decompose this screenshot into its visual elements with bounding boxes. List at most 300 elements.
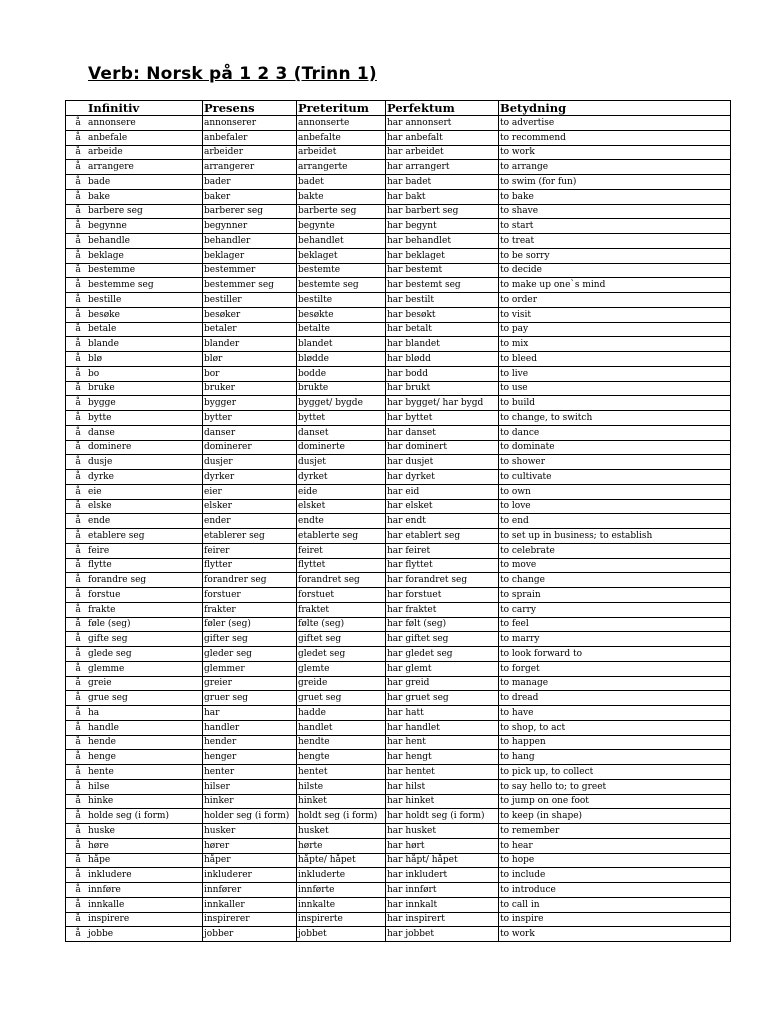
- cell-infinitiv: [66, 617, 203, 632]
- cell-presens: innkaller: [203, 897, 297, 912]
- infinitive-text: greie: [88, 678, 112, 689]
- infinitive-text: glemme: [88, 663, 125, 674]
- cell-preteritum: dusjet: [297, 455, 386, 470]
- cell-preteritum: brukte: [297, 381, 386, 396]
- cell-betydning: to sprain: [499, 588, 731, 603]
- cell-perfektum: har innført: [386, 883, 499, 898]
- infinitive-text: anbefale: [88, 132, 128, 143]
- cell-perfektum: har hørt: [386, 838, 499, 853]
- infinitive-marker: å: [75, 427, 81, 438]
- infinitive-text: arbeide: [88, 147, 123, 158]
- infinitive-marker: å: [75, 353, 81, 364]
- cell-infinitiv: [66, 396, 203, 411]
- infinitive-marker: å: [75, 545, 81, 556]
- cell-preteritum: holdt seg (i form): [297, 809, 386, 824]
- cell-betydning: to introduce: [499, 883, 731, 898]
- cell-infinitiv: [66, 160, 203, 175]
- cell-perfektum: har besøkt: [386, 307, 499, 322]
- infinitive-marker: å: [75, 221, 81, 232]
- table-row: [66, 234, 731, 249]
- infinitive-text: holde seg (i form): [88, 811, 169, 822]
- cell-betydning: to live: [499, 366, 731, 381]
- cell-infinitiv: [66, 824, 203, 839]
- table-row: [66, 130, 731, 145]
- table-row: [66, 927, 731, 942]
- cell-preteritum: feiret: [297, 543, 386, 558]
- cell-infinitiv: [66, 219, 203, 234]
- cell-preteritum: hengte: [297, 750, 386, 765]
- cell-preteritum: bestemte seg: [297, 278, 386, 293]
- cell-perfektum: har byttet: [386, 411, 499, 426]
- infinitive-text: behandle: [88, 235, 131, 246]
- cell-preteritum: husket: [297, 824, 386, 839]
- table-row: [66, 824, 731, 839]
- cell-presens: hører: [203, 838, 297, 853]
- cell-infinitiv: [66, 838, 203, 853]
- cell-perfektum: har bestemt seg: [386, 278, 499, 293]
- cell-presens: behandler: [203, 234, 297, 249]
- cell-presens: arbeider: [203, 145, 297, 160]
- table-row: [66, 278, 731, 293]
- cell-preteritum: inkluderte: [297, 868, 386, 883]
- cell-infinitiv: [66, 558, 203, 573]
- cell-perfektum: har etablert seg: [386, 529, 499, 544]
- cell-perfektum: har greid: [386, 676, 499, 691]
- infinitive-text: inspirere: [88, 914, 130, 925]
- infinitive-marker: å: [75, 752, 81, 763]
- header-infinitiv: Infinitiv: [66, 101, 203, 116]
- table-row: [66, 337, 731, 352]
- table-row: [66, 160, 731, 175]
- infinitive-marker: å: [75, 884, 81, 895]
- cell-perfektum: har feiret: [386, 543, 499, 558]
- cell-infinitiv: [66, 145, 203, 160]
- table-row: [66, 883, 731, 898]
- cell-perfektum: har behandlet: [386, 234, 499, 249]
- cell-betydning: to forget: [499, 661, 731, 676]
- cell-preteritum: følte (seg): [297, 617, 386, 632]
- cell-presens: har: [203, 706, 297, 721]
- cell-infinitiv: [66, 204, 203, 219]
- infinitive-text: hinke: [88, 796, 114, 807]
- cell-betydning: to dance: [499, 425, 731, 440]
- cell-infinitiv: [66, 278, 203, 293]
- infinitive-text: flytte: [88, 560, 112, 571]
- cell-perfektum: har innkalt: [386, 897, 499, 912]
- infinitive-marker: å: [75, 929, 81, 940]
- infinitive-marker: å: [75, 914, 81, 925]
- cell-presens: blør: [203, 352, 297, 367]
- cell-infinitiv: [66, 175, 203, 190]
- cell-perfektum: har betalt: [386, 322, 499, 337]
- cell-presens: husker: [203, 824, 297, 839]
- cell-infinitiv: [66, 735, 203, 750]
- cell-perfektum: har danset: [386, 425, 499, 440]
- cell-betydning: to change: [499, 573, 731, 588]
- cell-perfektum: har eid: [386, 484, 499, 499]
- infinitive-marker: å: [75, 250, 81, 261]
- cell-presens: etablerer seg: [203, 529, 297, 544]
- infinitive-marker: å: [75, 663, 81, 674]
- cell-preteritum: hendte: [297, 735, 386, 750]
- cell-presens: inkluderer: [203, 868, 297, 883]
- cell-presens: henter: [203, 765, 297, 780]
- table-row: [66, 632, 731, 647]
- cell-betydning: to shave: [499, 204, 731, 219]
- cell-infinitiv: [66, 470, 203, 485]
- cell-perfektum: har brukt: [386, 381, 499, 396]
- cell-perfektum: har hengt: [386, 750, 499, 765]
- infinitive-text: inkludere: [88, 870, 132, 881]
- cell-presens: greier: [203, 676, 297, 691]
- cell-betydning: to hear: [499, 838, 731, 853]
- infinitive-text: hilse: [88, 781, 110, 792]
- cell-perfektum: har hatt: [386, 706, 499, 721]
- cell-presens: bytter: [203, 411, 297, 426]
- infinitive-marker: å: [75, 516, 81, 527]
- cell-infinitiv: [66, 337, 203, 352]
- cell-presens: hinker: [203, 794, 297, 809]
- cell-presens: inspirerer: [203, 912, 297, 927]
- cell-presens: hender: [203, 735, 297, 750]
- cell-perfektum: har bodd: [386, 366, 499, 381]
- cell-preteritum: badet: [297, 175, 386, 190]
- cell-perfektum: har hent: [386, 735, 499, 750]
- cell-preteritum: hentet: [297, 765, 386, 780]
- cell-infinitiv: [66, 720, 203, 735]
- cell-betydning: to hope: [499, 853, 731, 868]
- cell-preteritum: giftet seg: [297, 632, 386, 647]
- table-body: [66, 116, 731, 942]
- cell-betydning: to recommend: [499, 130, 731, 145]
- cell-preteritum: begynte: [297, 219, 386, 234]
- cell-presens: bygger: [203, 396, 297, 411]
- cell-infinitiv: [66, 381, 203, 396]
- table-row: [66, 779, 731, 794]
- table-row: [66, 366, 731, 381]
- cell-presens: handler: [203, 720, 297, 735]
- cell-infinitiv: [66, 632, 203, 647]
- cell-preteritum: jobbet: [297, 927, 386, 942]
- cell-perfektum: har jobbet: [386, 927, 499, 942]
- header-betydning: Betydning: [499, 101, 731, 116]
- infinitive-marker: å: [75, 147, 81, 158]
- infinitive-marker: å: [75, 176, 81, 187]
- table-row: [66, 838, 731, 853]
- infinitive-text: gifte seg: [88, 634, 128, 645]
- cell-infinitiv: [66, 234, 203, 249]
- infinitive-text: føle (seg): [88, 619, 131, 630]
- cell-preteritum: bakte: [297, 189, 386, 204]
- cell-infinitiv: [66, 411, 203, 426]
- infinitive-marker: å: [75, 280, 81, 291]
- cell-infinitiv: [66, 809, 203, 824]
- cell-perfektum: har dominert: [386, 440, 499, 455]
- cell-infinitiv: [66, 543, 203, 558]
- cell-betydning: to dread: [499, 691, 731, 706]
- cell-presens: henger: [203, 750, 297, 765]
- cell-presens: eier: [203, 484, 297, 499]
- infinitive-text: dominere: [88, 442, 132, 453]
- cell-betydning: to be sorry: [499, 248, 731, 263]
- cell-preteritum: endte: [297, 514, 386, 529]
- cell-perfektum: har blødd: [386, 352, 499, 367]
- infinitive-marker: å: [75, 206, 81, 217]
- cell-preteritum: bygget/ bygde: [297, 396, 386, 411]
- page-title: Verb: Norsk på 1 2 3 (Trinn 1): [88, 64, 377, 84]
- infinitive-text: forandre seg: [88, 575, 147, 586]
- cell-preteritum: blødde: [297, 352, 386, 367]
- cell-preteritum: danset: [297, 425, 386, 440]
- header-perfektum: Perfektum: [386, 101, 499, 116]
- cell-betydning: to work: [499, 927, 731, 942]
- cell-betydning: to visit: [499, 307, 731, 322]
- infinitive-marker: å: [75, 722, 81, 733]
- cell-infinitiv: [66, 425, 203, 440]
- cell-betydning: to say hello to; to greet: [499, 779, 731, 794]
- cell-betydning: to jump on one foot: [499, 794, 731, 809]
- cell-preteritum: glemte: [297, 661, 386, 676]
- table-row: [66, 145, 731, 160]
- infinitive-text: begynne: [88, 221, 127, 232]
- cell-betydning: to look forward to: [499, 647, 731, 662]
- infinitive-marker: å: [75, 796, 81, 807]
- table-row: [66, 293, 731, 308]
- infinitive-marker: å: [75, 501, 81, 512]
- infinitive-text: annonsere: [88, 117, 136, 128]
- cell-infinitiv: [66, 263, 203, 278]
- cell-betydning: to include: [499, 868, 731, 883]
- cell-preteritum: hørte: [297, 838, 386, 853]
- cell-betydning: to use: [499, 381, 731, 396]
- cell-perfektum: har dusjet: [386, 455, 499, 470]
- cell-betydning: to make up one`s mind: [499, 278, 731, 293]
- infinitive-text: blø: [88, 353, 103, 364]
- cell-perfektum: har flyttet: [386, 558, 499, 573]
- cell-perfektum: har forstuet: [386, 588, 499, 603]
- cell-perfektum: har arrangert: [386, 160, 499, 175]
- cell-presens: bestiller: [203, 293, 297, 308]
- cell-presens: dyrker: [203, 470, 297, 485]
- cell-preteritum: annonserte: [297, 116, 386, 131]
- cell-preteritum: gledet seg: [297, 647, 386, 662]
- cell-perfektum: har handlet: [386, 720, 499, 735]
- table-row: [66, 750, 731, 765]
- cell-betydning: to work: [499, 145, 731, 160]
- table-row: [66, 189, 731, 204]
- cell-betydning: to marry: [499, 632, 731, 647]
- cell-presens: forstuer: [203, 588, 297, 603]
- cell-infinitiv: [66, 484, 203, 499]
- cell-perfektum: har husket: [386, 824, 499, 839]
- infinitive-marker: å: [75, 840, 81, 851]
- cell-presens: feirer: [203, 543, 297, 558]
- table-row: [66, 248, 731, 263]
- cell-infinitiv: [66, 853, 203, 868]
- infinitive-text: jobbe: [88, 929, 114, 940]
- cell-perfektum: har barbert seg: [386, 204, 499, 219]
- cell-preteritum: eide: [297, 484, 386, 499]
- cell-preteritum: hinket: [297, 794, 386, 809]
- cell-infinitiv: [66, 868, 203, 883]
- infinitive-marker: å: [75, 471, 81, 482]
- cell-preteritum: besøkte: [297, 307, 386, 322]
- cell-infinitiv: [66, 248, 203, 263]
- cell-perfektum: har anbefalt: [386, 130, 499, 145]
- cell-perfektum: har hentet: [386, 765, 499, 780]
- cell-presens: bor: [203, 366, 297, 381]
- cell-betydning: to remember: [499, 824, 731, 839]
- cell-perfektum: har bygget/ har bygd: [386, 396, 499, 411]
- table-row: [66, 484, 731, 499]
- cell-betydning: to call in: [499, 897, 731, 912]
- infinitive-marker: å: [75, 486, 81, 497]
- table-row: [66, 455, 731, 470]
- cell-perfektum: har fraktet: [386, 602, 499, 617]
- cell-infinitiv: [66, 499, 203, 514]
- table-row: [66, 720, 731, 735]
- infinitive-text: danse: [88, 427, 115, 438]
- infinitive-marker: å: [75, 855, 81, 866]
- cell-infinitiv: [66, 352, 203, 367]
- infinitive-marker: å: [75, 191, 81, 202]
- infinitive-marker: å: [75, 132, 81, 143]
- infinitive-text: etablere seg: [88, 530, 145, 541]
- cell-perfektum: har dyrket: [386, 470, 499, 485]
- cell-infinitiv: [66, 307, 203, 322]
- verb-table: [65, 100, 731, 942]
- table-row: [66, 499, 731, 514]
- table-row: [66, 647, 731, 662]
- cell-presens: dusjer: [203, 455, 297, 470]
- cell-perfektum: har annonsert: [386, 116, 499, 131]
- cell-presens: jobber: [203, 927, 297, 942]
- cell-betydning: to pay: [499, 322, 731, 337]
- infinitive-marker: å: [75, 412, 81, 423]
- cell-betydning: to build: [499, 396, 731, 411]
- table-row: [66, 514, 731, 529]
- infinitive-marker: å: [75, 442, 81, 453]
- cell-presens: forandrer seg: [203, 573, 297, 588]
- cell-perfektum: har elsket: [386, 499, 499, 514]
- table-header-row: [66, 101, 731, 116]
- cell-perfektum: har giftet seg: [386, 632, 499, 647]
- cell-presens: frakter: [203, 602, 297, 617]
- cell-presens: gifter seg: [203, 632, 297, 647]
- cell-preteritum: greide: [297, 676, 386, 691]
- cell-perfektum: har forandret seg: [386, 573, 499, 588]
- infinitive-text: henge: [88, 752, 117, 763]
- cell-presens: ender: [203, 514, 297, 529]
- infinitive-text: innføre: [88, 884, 121, 895]
- infinitive-marker: å: [75, 707, 81, 718]
- cell-preteritum: beklaget: [297, 248, 386, 263]
- infinitive-text: bestemme seg: [88, 280, 154, 291]
- cell-preteritum: inspirerte: [297, 912, 386, 927]
- cell-preteritum: flyttet: [297, 558, 386, 573]
- infinitive-text: huske: [88, 825, 115, 836]
- infinitive-text: ha: [88, 707, 100, 718]
- cell-betydning: to happen: [499, 735, 731, 750]
- header-preteritum: Preteritum: [297, 101, 386, 116]
- cell-preteritum: etablerte seg: [297, 529, 386, 544]
- cell-infinitiv: [66, 455, 203, 470]
- infinitive-text: barbere seg: [88, 206, 143, 217]
- infinitive-text: hende: [88, 737, 117, 748]
- cell-infinitiv: [66, 794, 203, 809]
- table-row: [66, 661, 731, 676]
- cell-preteritum: bestemte: [297, 263, 386, 278]
- cell-betydning: to treat: [499, 234, 731, 249]
- table-row: [66, 307, 731, 322]
- infinitive-marker: å: [75, 589, 81, 600]
- infinitive-marker: å: [75, 575, 81, 586]
- cell-betydning: to decide: [499, 263, 731, 278]
- cell-preteritum: handlet: [297, 720, 386, 735]
- cell-betydning: to inspire: [499, 912, 731, 927]
- cell-presens: barberer seg: [203, 204, 297, 219]
- cell-preteritum: hadde: [297, 706, 386, 721]
- cell-betydning: to have: [499, 706, 731, 721]
- infinitive-marker: å: [75, 737, 81, 748]
- cell-preteritum: hilste: [297, 779, 386, 794]
- infinitive-marker: å: [75, 368, 81, 379]
- infinitive-marker: å: [75, 339, 81, 350]
- table-row: [66, 617, 731, 632]
- infinitive-text: bygge: [88, 398, 116, 409]
- cell-infinitiv: [66, 130, 203, 145]
- cell-perfektum: har begynt: [386, 219, 499, 234]
- cell-presens: gleder seg: [203, 647, 297, 662]
- cell-presens: bader: [203, 175, 297, 190]
- cell-betydning: to cultivate: [499, 470, 731, 485]
- cell-preteritum: behandlet: [297, 234, 386, 249]
- header-presens: Presens: [203, 101, 297, 116]
- cell-perfektum: har holdt seg (i form): [386, 809, 499, 824]
- cell-betydning: to start: [499, 219, 731, 234]
- cell-preteritum: bestilte: [297, 293, 386, 308]
- infinitive-marker: å: [75, 634, 81, 645]
- cell-betydning: to move: [499, 558, 731, 573]
- cell-presens: bruker: [203, 381, 297, 396]
- cell-perfektum: har blandet: [386, 337, 499, 352]
- table-row: [66, 691, 731, 706]
- table-row: [66, 116, 731, 131]
- table-row: [66, 352, 731, 367]
- cell-infinitiv: [66, 588, 203, 603]
- cell-infinitiv: [66, 366, 203, 381]
- infinitive-text: bruke: [88, 383, 115, 394]
- cell-perfektum: har bestilt: [386, 293, 499, 308]
- cell-perfektum: har inkludert: [386, 868, 499, 883]
- cell-infinitiv: [66, 573, 203, 588]
- table-row: [66, 853, 731, 868]
- table-row: [66, 706, 731, 721]
- infinitive-text: frakte: [88, 604, 116, 615]
- cell-betydning: to change, to switch: [499, 411, 731, 426]
- cell-betydning: to advertise: [499, 116, 731, 131]
- table-row: [66, 440, 731, 455]
- cell-infinitiv: [66, 897, 203, 912]
- infinitive-text: bestille: [88, 294, 122, 305]
- infinitive-text: håpe: [88, 855, 111, 866]
- cell-betydning: to set up in business; to establish: [499, 529, 731, 544]
- infinitive-marker: å: [75, 324, 81, 335]
- infinitive-marker: å: [75, 678, 81, 689]
- cell-infinitiv: [66, 676, 203, 691]
- infinitive-text: bytte: [88, 412, 112, 423]
- table-row: [66, 543, 731, 558]
